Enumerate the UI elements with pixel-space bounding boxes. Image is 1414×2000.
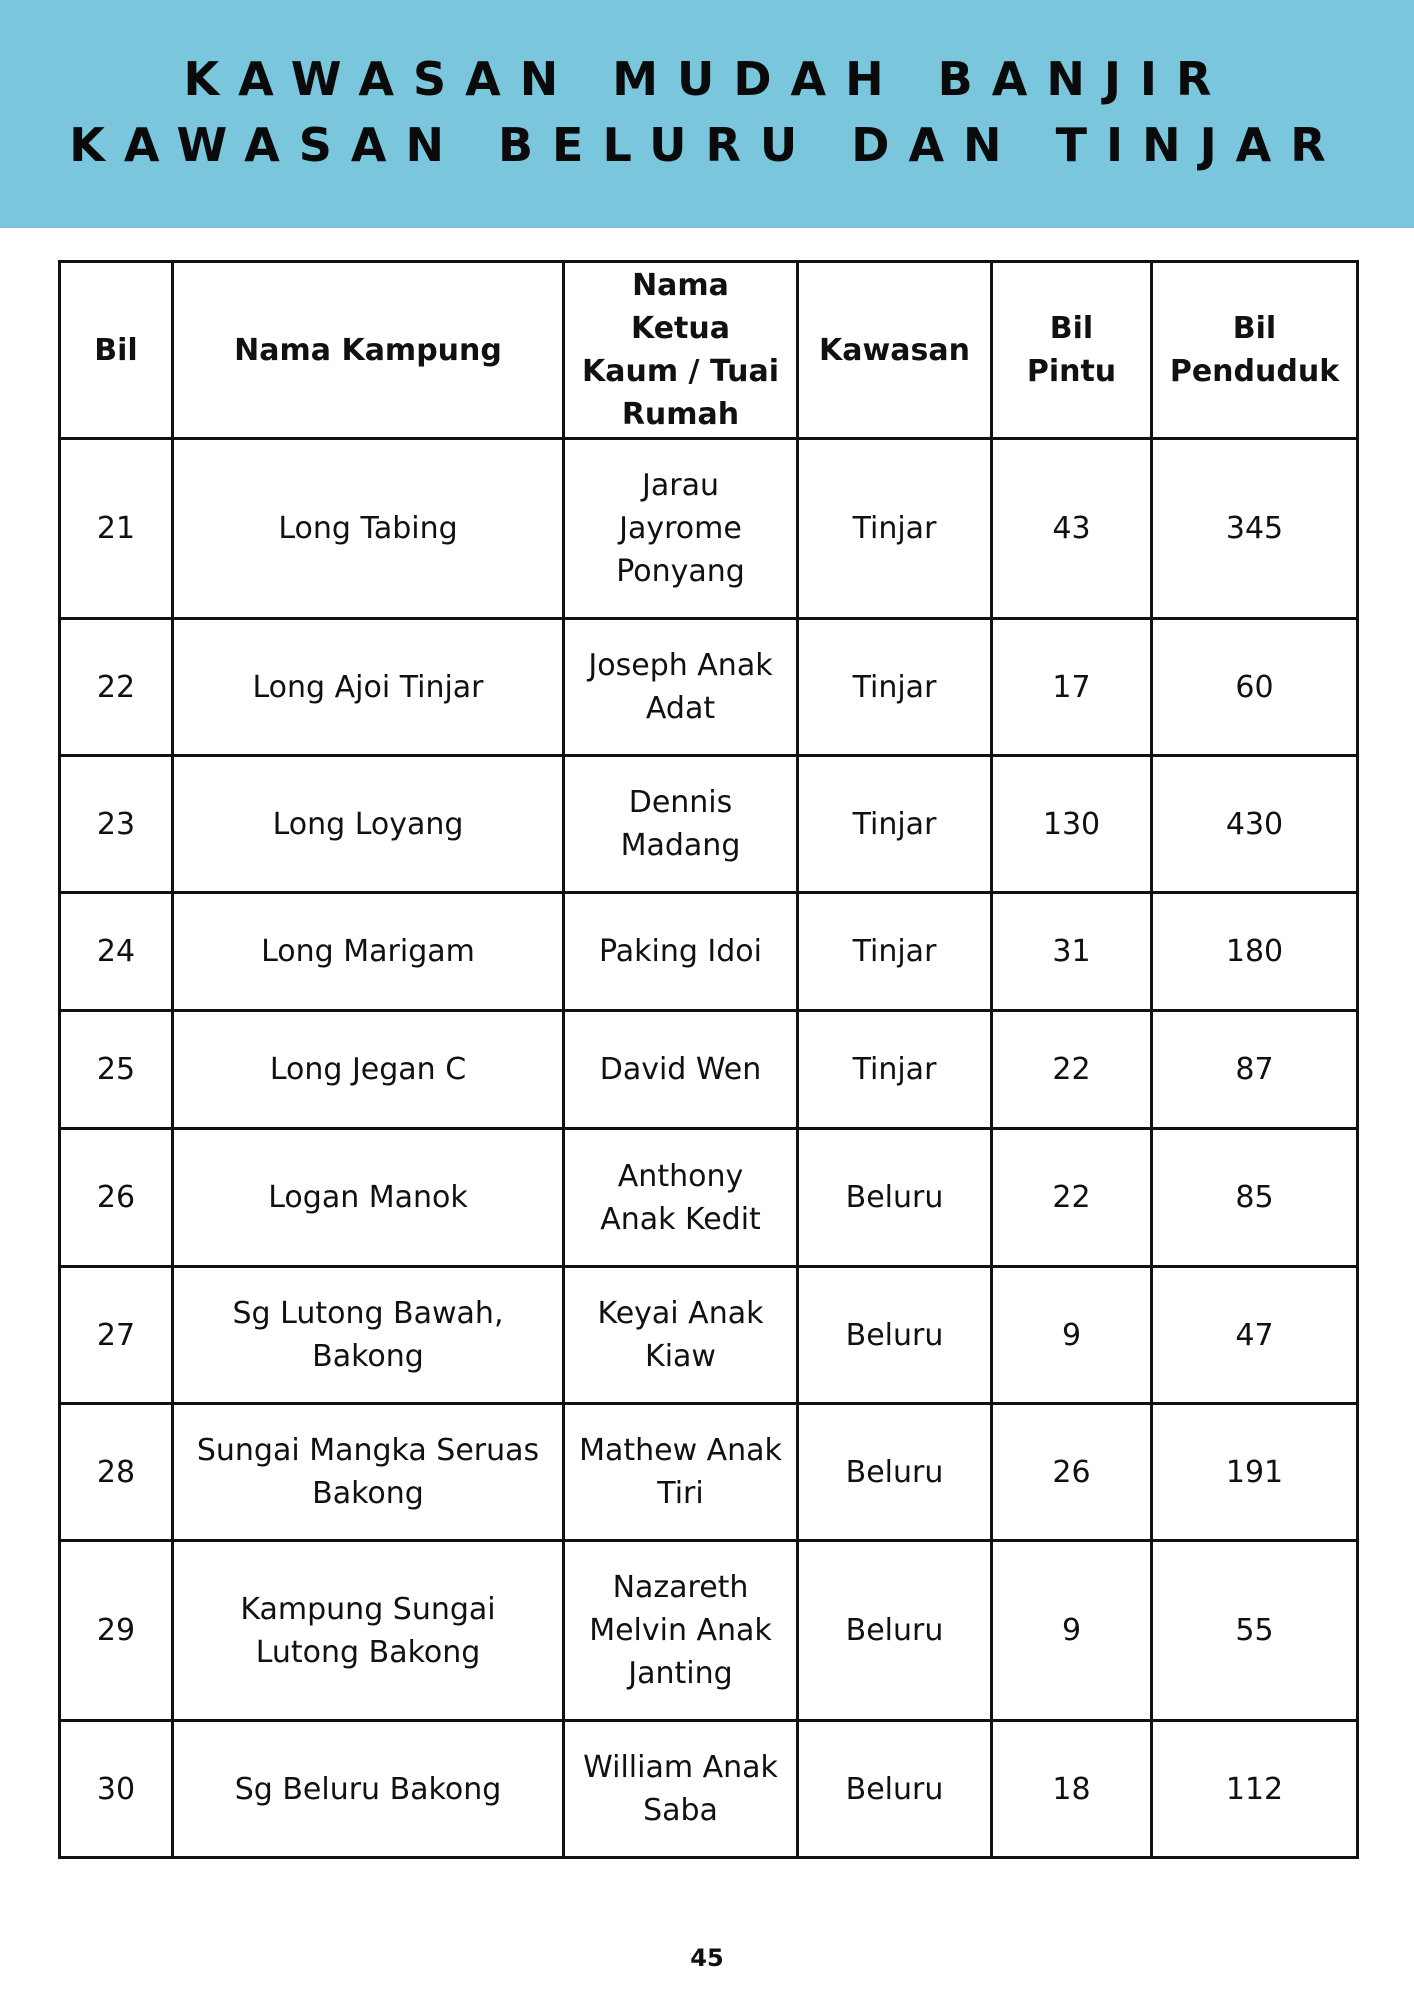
cell-kawasan: Beluru	[798, 1404, 992, 1541]
cell-bil: 28	[60, 1404, 173, 1541]
flood-area-table	[58, 260, 1359, 1859]
cell-kampung: Logan Manok	[173, 1129, 564, 1267]
cell-kampung: Long Loyang	[173, 756, 564, 893]
cell-kawasan: Beluru	[798, 1541, 992, 1721]
table-row	[60, 619, 1358, 756]
cell-penduduk: 85	[1152, 1129, 1358, 1267]
cell-kawasan: Beluru	[798, 1129, 992, 1267]
cell-kampung: Sg Lutong Bawah, Bakong	[173, 1267, 564, 1404]
header-nama-kampung: Nama Kampung	[173, 262, 564, 439]
cell-ketua: Anthony Anak Kedit	[564, 1129, 798, 1267]
header-kawasan: Kawasan	[798, 262, 992, 439]
cell-pintu: 26	[992, 1404, 1152, 1541]
cell-bil: 26	[60, 1129, 173, 1267]
cell-kampung: Sungai Mangka Seruas Bakong	[173, 1404, 564, 1541]
table-header-row	[60, 262, 1358, 439]
cell-bil: 27	[60, 1267, 173, 1404]
cell-kampung: Sg Beluru Bakong	[173, 1721, 564, 1858]
cell-penduduk: 87	[1152, 1011, 1358, 1129]
cell-penduduk: 55	[1152, 1541, 1358, 1721]
cell-ketua: Joseph Anak Adat	[564, 619, 798, 756]
cell-kampung: Long Ajoi Tinjar	[173, 619, 564, 756]
cell-kawasan: Tinjar	[798, 1011, 992, 1129]
table-row	[60, 1541, 1358, 1721]
cell-bil: 24	[60, 893, 173, 1011]
cell-pintu: 43	[992, 439, 1152, 619]
cell-kampung: Long Marigam	[173, 893, 564, 1011]
cell-ketua: Jarau Jayrome Ponyang	[564, 439, 798, 619]
title-line-1: KAWASAN MUDAH BANJIR	[183, 52, 1231, 106]
cell-ketua: Keyai Anak Kiaw	[564, 1267, 798, 1404]
cell-bil: 30	[60, 1721, 173, 1858]
table-row	[60, 756, 1358, 893]
cell-penduduk: 430	[1152, 756, 1358, 893]
cell-kampung: Kampung Sungai Lutong Bakong	[173, 1541, 564, 1721]
page-number: 45	[690, 1944, 724, 1972]
cell-pintu: 31	[992, 893, 1152, 1011]
cell-bil: 25	[60, 1011, 173, 1129]
header-nama-ketua: Nama Ketua Kaum / Tuai Rumah	[564, 262, 798, 439]
cell-bil: 22	[60, 619, 173, 756]
cell-penduduk: 112	[1152, 1721, 1358, 1858]
table-row	[60, 1404, 1358, 1541]
cell-ketua: Dennis Madang	[564, 756, 798, 893]
title-banner	[0, 0, 1414, 228]
cell-kawasan: Beluru	[798, 1721, 992, 1858]
cell-kampung: Long Jegan C	[173, 1011, 564, 1129]
cell-pintu: 130	[992, 756, 1152, 893]
cell-penduduk: 60	[1152, 619, 1358, 756]
cell-bil: 29	[60, 1541, 173, 1721]
cell-kampung: Long Tabing	[173, 439, 564, 619]
header-bil-pintu: Bil Pintu	[992, 262, 1152, 439]
cell-bil: 23	[60, 756, 173, 893]
cell-penduduk: 191	[1152, 1404, 1358, 1541]
cell-penduduk: 47	[1152, 1267, 1358, 1404]
cell-ketua: Paking Idoi	[564, 893, 798, 1011]
table-row	[60, 1129, 1358, 1267]
cell-pintu: 17	[992, 619, 1152, 756]
cell-pintu: 22	[992, 1129, 1152, 1267]
table-row	[60, 439, 1358, 619]
table-row	[60, 1721, 1358, 1858]
cell-pintu: 22	[992, 1011, 1152, 1129]
table-row	[60, 1011, 1358, 1129]
cell-kawasan: Tinjar	[798, 619, 992, 756]
cell-kawasan: Beluru	[798, 1267, 992, 1404]
header-bil: Bil	[60, 262, 173, 439]
table-row	[60, 1267, 1358, 1404]
table-row	[60, 893, 1358, 1011]
cell-kawasan: Tinjar	[798, 893, 992, 1011]
cell-penduduk: 180	[1152, 893, 1358, 1011]
cell-pintu: 18	[992, 1721, 1152, 1858]
cell-penduduk: 345	[1152, 439, 1358, 619]
cell-ketua: Nazareth Melvin Anak Janting	[564, 1541, 798, 1721]
cell-ketua: William Anak Saba	[564, 1721, 798, 1858]
cell-ketua: Mathew Anak Tiri	[564, 1404, 798, 1541]
cell-ketua: David Wen	[564, 1011, 798, 1129]
cell-pintu: 9	[992, 1267, 1152, 1404]
cell-kawasan: Tinjar	[798, 439, 992, 619]
header-bil-penduduk: Bil Penduduk	[1152, 262, 1358, 439]
cell-pintu: 9	[992, 1541, 1152, 1721]
cell-kawasan: Tinjar	[798, 756, 992, 893]
cell-bil: 21	[60, 439, 173, 619]
title-line-2: KAWASAN BELURU DAN TINJAR	[69, 118, 1345, 172]
